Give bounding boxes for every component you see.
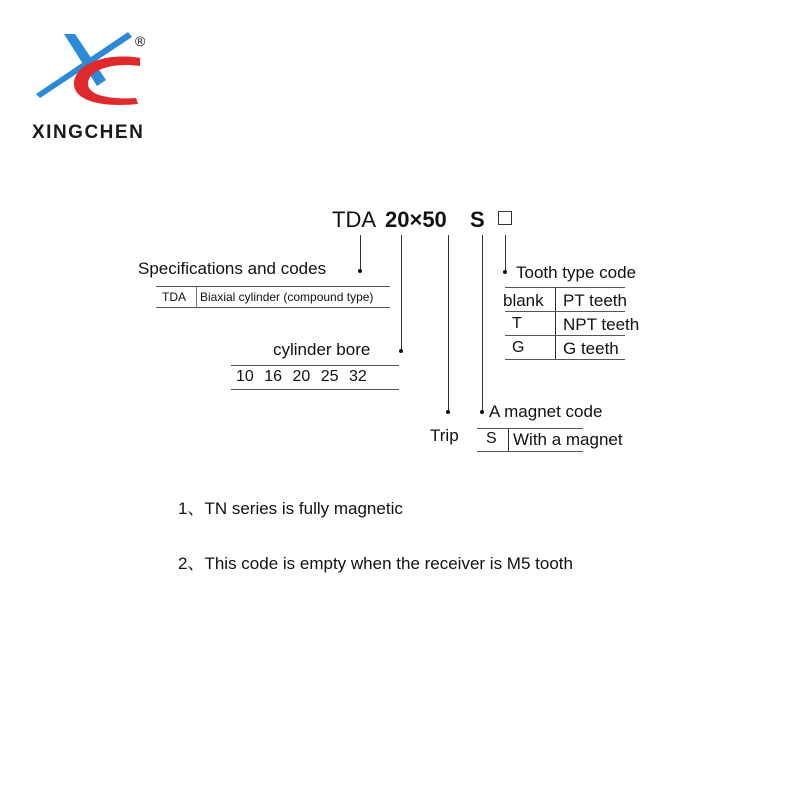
magnet-divider — [508, 429, 509, 451]
tooth-divider — [555, 287, 556, 359]
tooth-desc-pt: PT teeth — [563, 291, 627, 310]
tooth-row-rule — [505, 335, 625, 336]
registered-mark: ® — [135, 33, 146, 49]
magnet-dot — [480, 410, 484, 414]
tooth-code-g: G — [512, 339, 525, 356]
bore-value: 32 — [349, 368, 367, 385]
spec-label: Specifications and codes — [138, 259, 327, 278]
bore-top-rule — [231, 365, 399, 366]
magnet-bottom-rule — [477, 451, 583, 452]
tooth-code-placeholder-box — [498, 211, 512, 225]
trip-leader-line — [448, 235, 449, 411]
trip-dot — [446, 410, 450, 414]
magnet-top-rule — [477, 428, 583, 429]
bore-dot — [399, 349, 403, 353]
spec-dot — [358, 269, 362, 273]
bore-bottom-rule — [231, 389, 399, 390]
spec-top-rule — [156, 286, 390, 287]
tooth-row-rule — [505, 311, 625, 312]
tooth-top-rule — [505, 287, 625, 288]
xingchen-logo-icon — [28, 28, 168, 108]
spec-description: Biaxial cylinder (compound type) — [200, 290, 374, 304]
magnet-leader-line — [482, 235, 483, 411]
tooth-bottom-rule — [505, 359, 625, 360]
note-1: 1、TN series is fully magnetic — [178, 499, 403, 518]
tooth-label: Tooth type code — [516, 263, 637, 282]
bore-value: 25 — [320, 368, 339, 385]
bore-value: 20 — [292, 368, 311, 385]
brand-logo — [28, 28, 168, 113]
model-size: 20×50 — [385, 207, 447, 232]
tooth-dot — [503, 270, 507, 274]
tooth-leader-line — [505, 235, 506, 271]
bore-leader-line — [401, 235, 402, 351]
bore-value: 16 — [264, 368, 283, 385]
model-magnet-code: S — [470, 207, 485, 232]
bore-label: cylinder bore — [273, 340, 371, 359]
bore-values — [236, 368, 367, 386]
spec-leader-line — [360, 235, 361, 270]
magnet-description: With a magnet — [513, 430, 623, 449]
tooth-desc-g: G teeth — [563, 339, 619, 358]
trip-label: Trip — [430, 426, 459, 445]
note-2: 2、This code is empty when the receiver is M5 tooth — [178, 554, 573, 573]
spec-divider — [196, 287, 197, 307]
model-prefix: TDA — [332, 207, 376, 232]
bore-value: 10 — [236, 368, 254, 385]
brand-name: XINGCHEN — [32, 122, 145, 143]
spec-bottom-rule — [156, 307, 390, 308]
magnet-code: S — [486, 430, 497, 447]
tooth-desc-npt: NPT teeth — [563, 315, 640, 334]
tooth-code-blank: blank — [503, 291, 544, 310]
spec-code: TDA — [162, 290, 186, 304]
tooth-code-t: T — [512, 315, 522, 332]
magnet-label: A magnet code — [489, 402, 603, 421]
